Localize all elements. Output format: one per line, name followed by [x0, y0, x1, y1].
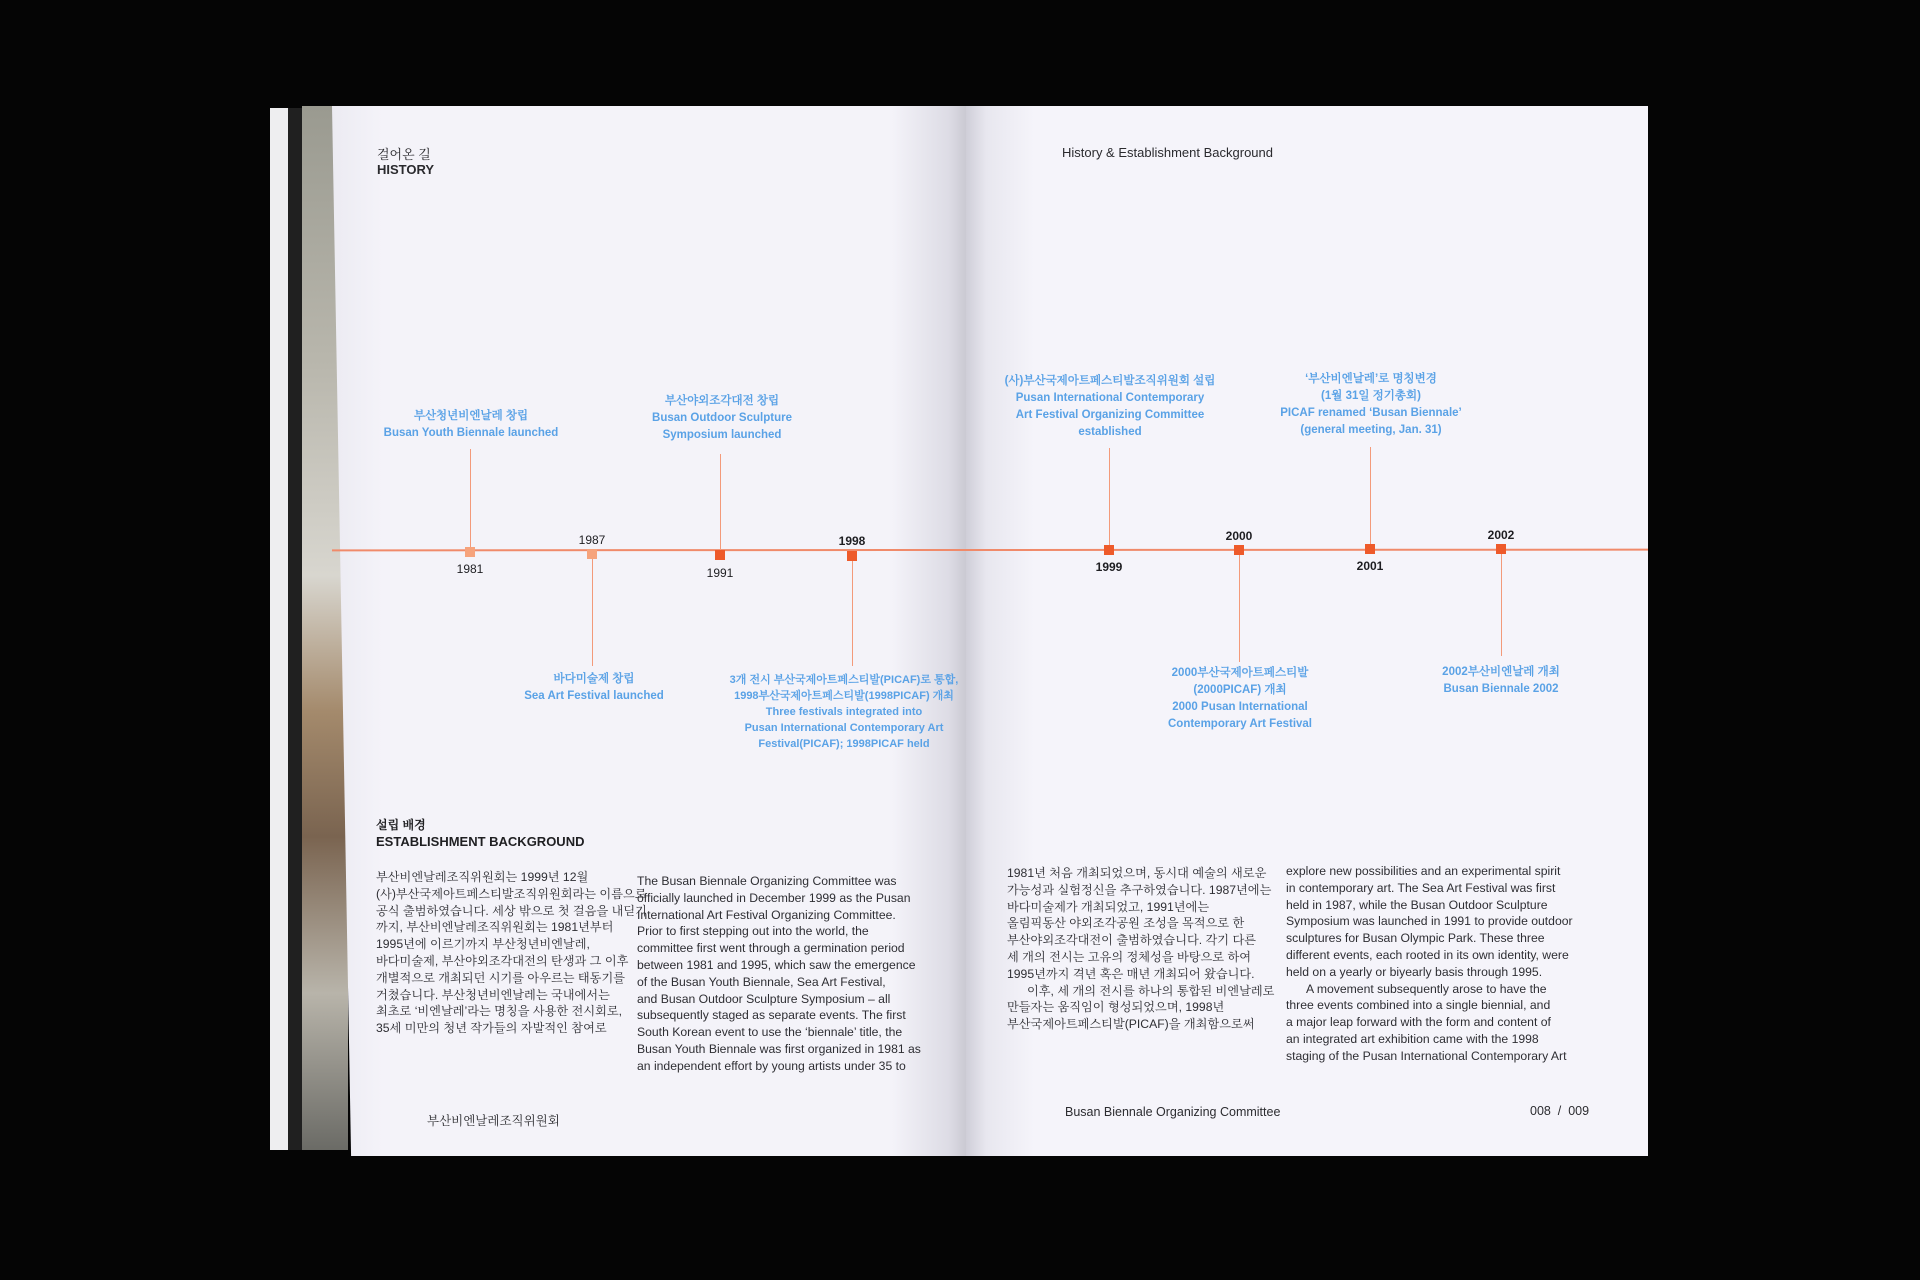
col2-line: The Busan Biennale Organizing Committee was	[637, 874, 897, 888]
event-1999-en-3: established	[1078, 426, 1142, 438]
header-ko-title: 걸어온 길	[377, 147, 431, 162]
col4-line: sculptures for Busan Olympic Park. These three	[1286, 931, 1545, 946]
col4-line: staging of the Pusan International Contemporary Art	[1286, 1048, 1567, 1063]
event-1987-en: Sea Art Festival launched	[524, 690, 664, 702]
col4-line: Symposium was launched in 1991 to provide outdoor	[1286, 914, 1573, 929]
col4-line: a major leap forward with the form and content of	[1286, 1015, 1551, 1030]
body-column-2	[637, 873, 937, 1075]
event-2000-ko-2: (2000PICAF) 개최	[1193, 684, 1287, 696]
event-2001-ko-2: (1월 31일 정기총회)	[1321, 390, 1421, 402]
event-1999-ko: (사)부산국제아트페스티발조직위원회 설립	[1004, 375, 1216, 387]
year-2000: 2000	[1225, 529, 1253, 543]
event-1998-ko: 3개 전시 부산국제아트페스티발(PICAF)로 통합,	[729, 674, 959, 686]
event-1981	[384, 408, 559, 442]
connector-1998	[852, 560, 853, 666]
marker-2002	[1496, 544, 1506, 554]
col2-line: International Art Festival Organizing Committee.	[637, 907, 896, 922]
marker-2001	[1365, 544, 1375, 554]
connector-2001	[1370, 447, 1371, 547]
col2-line: of the Busan Youth Biennale, Sea Art Festival,	[637, 974, 886, 989]
year-2002: 2002	[1487, 528, 1515, 542]
col2-line: South Korean event to use the ‘biennale’ title, the	[637, 1025, 903, 1040]
marker-1998	[847, 551, 857, 561]
col2-line: Prior to first stepping out into the world, the	[637, 924, 869, 939]
col4-line: A movement subsequently arose to have the	[1306, 981, 1547, 996]
col3-line: 만들자는 움직임이 형성되었으며, 1998년	[1007, 1000, 1225, 1015]
event-2002	[1442, 664, 1560, 698]
year-1981: 1981	[456, 562, 484, 576]
event-1987	[524, 671, 664, 705]
event-1998-en: Three festivals integrated into	[765, 706, 923, 718]
col3-line: 부산국제아트페스티발(PICAF)을 개최함으로써	[1007, 1017, 1255, 1032]
event-1991-en-2: Symposium launched	[662, 429, 782, 441]
col3-line: 세 개의 전시는 고유의 정체성을 바탕으로 하여	[1007, 949, 1252, 964]
connector-1999	[1109, 448, 1110, 548]
event-2002-ko: 2002부산비엔날레 개최	[1442, 666, 1560, 678]
event-1998-ko-2: 1998부산국제아트페스티발(1998PICAF) 개최	[734, 690, 954, 702]
col1-line: 최초로 ‘비엔날레’라는 명칭을 사용한 전시회로,	[376, 1004, 623, 1019]
event-2000-en-2: Contemporary Art Festival	[1168, 718, 1312, 730]
col2-line: an independent effort by young artists under 35 to	[637, 1058, 906, 1073]
event-2000	[1168, 665, 1312, 733]
event-2000-ko: 2000부산국제아트페스티발	[1171, 667, 1309, 679]
event-1991-en: Busan Outdoor Sculpture	[652, 412, 792, 424]
body-column-4	[1286, 863, 1606, 1065]
col4-line: an integrated art exhibition came with the 1998	[1286, 1031, 1539, 1046]
event-1999-en: Pusan International Contemporary	[1015, 392, 1205, 404]
col1-line: 1995년에 이르기까지 부산청년비엔날레,	[376, 937, 590, 952]
event-1991	[652, 393, 792, 444]
event-2000-en: 2000 Pusan International	[1172, 701, 1308, 713]
event-2001-ko: ‘부산비엔날레’로 명칭변경	[1305, 373, 1437, 385]
year-1991: 1991	[706, 566, 734, 580]
event-1999	[1005, 373, 1216, 441]
col3-line: 바다미술제가 개최되었고, 1991년에는	[1007, 899, 1210, 914]
col1-line: 개별적으로 개최되던 시기를 아우르는 태동기를	[376, 970, 626, 985]
event-1999-en-2: Art Festival Organizing Committee	[1015, 409, 1205, 421]
year-1998: 1998	[838, 534, 866, 548]
event-2001-en-2: (general meeting, Jan. 31)	[1300, 424, 1442, 436]
col2-line: and Busan Outdoor Sculpture Symposium – all	[637, 991, 891, 1006]
col1-line: 부산비엔날레조직위원회는 1999년 12월	[376, 870, 589, 884]
col2-line: committee first went through a germination period	[637, 941, 905, 956]
col4-line: in contemporary art. The Sea Art Festival was first	[1286, 880, 1556, 895]
col1-line: 까지, 부산비엔날레조직위원회는 1981년부터	[376, 920, 614, 935]
col1-line: (사)부산국제아트페스티발조직위원회라는 이름으로	[376, 886, 647, 901]
footer-right: Busan Biennale Organizing Committee	[1065, 1105, 1281, 1119]
page-numbers: 008 / 009	[1530, 1104, 1590, 1118]
marker-2000	[1234, 545, 1244, 555]
col1-line: 공식 출범하였습니다. 세상 밖으로 첫 걸음을 내딛기	[376, 903, 647, 918]
col4-line: held on a yearly or biyearly basis through 1995.	[1286, 964, 1543, 979]
marker-1991	[715, 550, 725, 560]
col1-line: 거쳤습니다. 부산청년비엔날레는 국내에서는	[376, 987, 610, 1002]
marker-1987	[587, 549, 597, 559]
col4-line: held in 1987, while the Busan Outdoor Sculpture	[1286, 897, 1548, 912]
year-1999: 1999	[1095, 560, 1123, 574]
col3-line: 1995년까지 격년 혹은 매년 개최되어 왔습니다.	[1007, 966, 1255, 981]
year-2001: 2001	[1356, 559, 1384, 573]
col3-line: 부산야외조각대전이 출범하였습니다. 각기 다른	[1007, 933, 1257, 948]
col4-line: different events, each rooted in its own identity, were	[1286, 947, 1569, 962]
col3-line: 가능성과 실험정신을 추구하였습니다. 1987년에는	[1007, 882, 1272, 897]
marker-1981	[465, 547, 475, 557]
col4-line: explore new possibilities and an experimental spirit	[1286, 864, 1561, 878]
event-2002-en: Busan Biennale 2002	[1443, 683, 1559, 695]
year-1987: 1987	[578, 533, 606, 547]
event-1981-en: Busan Youth Biennale launched	[383, 427, 559, 439]
col3-line: 1981년 처음 개최되었으며, 동시대 예술의 새로운	[1007, 866, 1267, 880]
col2-line: subsequently staged as separate events. The first	[637, 1008, 906, 1023]
event-1998-en-3: Festival(PICAF); 1998PICAF held	[758, 738, 930, 750]
marker-1999	[1104, 545, 1114, 555]
col1-line: 35세 미만의 청년 작가들의 자발적인 참여로	[376, 1021, 607, 1036]
footer-left: 부산비엔날레조직위원회	[427, 1114, 560, 1128]
col2-line: officially launched in December 1999 as the Pusan	[637, 890, 911, 905]
body-column-3	[1007, 865, 1275, 1033]
event-1998-en-2: Pusan International Contemporary Art	[744, 722, 944, 734]
col4-line: three events combined into a single biennial, and	[1286, 998, 1551, 1013]
header-en-title: HISTORY	[377, 162, 435, 177]
event-2001-en: PICAF renamed ‘Busan Biennale’	[1280, 407, 1462, 419]
event-1987-ko: 바다미술제 창립	[553, 673, 635, 685]
section-title-en: ESTABLISHMENT BACKGROUND	[376, 834, 585, 849]
col2-line: between 1981 and 1995, which saw the emergence	[637, 957, 916, 972]
col3-line: 올림픽동산 야외조각공원 조성을 목적으로 한	[1007, 916, 1245, 931]
event-1981-ko: 부산청년비엔날레 창립	[413, 410, 529, 422]
event-1991-ko: 부산야외조각대전 창립	[664, 395, 780, 407]
event-1998	[730, 672, 959, 752]
section-title-ko: 설립 배경	[376, 818, 426, 832]
connector-2000	[1239, 554, 1240, 662]
body-column-1	[376, 869, 647, 1037]
col2-line: Busan Youth Biennale was first organized in 1981 as	[637, 1041, 921, 1056]
connector-1987	[592, 556, 593, 666]
col3-line: 이후, 세 개의 전시를 하나의 통합된 비엔날레로	[1027, 983, 1275, 998]
connector-1991	[720, 454, 721, 552]
header-right-title: History & Establishment Background	[1062, 145, 1273, 160]
col1-line: 바다미술제, 부산야외조각대전의 탄생과 그 이후	[376, 953, 629, 968]
event-2001	[1280, 371, 1462, 439]
connector-2002	[1501, 552, 1502, 656]
connector-1981	[470, 449, 471, 549]
